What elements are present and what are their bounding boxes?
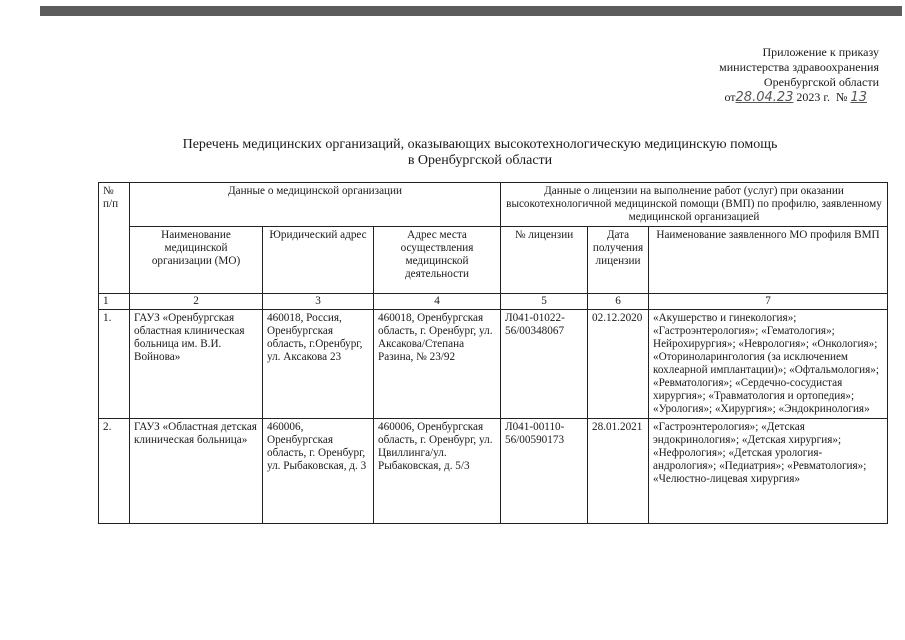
number-label: № xyxy=(836,90,848,104)
org-name: ГАУЗ «Оренбургская областная клиническая больница им. В.И. Войнова» xyxy=(130,310,263,419)
col-number: 5 xyxy=(501,294,588,310)
license-date: 28.01.2021 xyxy=(588,419,649,524)
header-org-group: Данные о медицинской организации xyxy=(130,183,501,227)
appendix-date-line xyxy=(719,90,879,105)
page-cut-mask xyxy=(98,590,888,640)
column-number-row xyxy=(99,294,888,310)
header-num: № п/п xyxy=(99,183,130,294)
activity-address: 460018, Оренбургская область, г. Оренбург, ул. Аксакова/Степана Разина, № 23/92 xyxy=(374,310,501,419)
appendix-line-1: Приложение к приказу xyxy=(762,45,879,59)
col-number: 1 xyxy=(99,294,130,310)
header-activity-address: Адрес места осуществления медицинской деятельности xyxy=(374,227,501,294)
col-number: 3 xyxy=(263,294,374,310)
license-number: Л041-00110-56/00590173 xyxy=(501,419,588,524)
row-num: 1. xyxy=(99,310,130,419)
appendix-block xyxy=(719,45,879,105)
col-number: 6 xyxy=(588,294,649,310)
license-date: 02.12.2020 xyxy=(588,310,649,419)
col-number: 4 xyxy=(374,294,501,310)
header-org-name: Наименование медицинской организации (МО) xyxy=(130,227,263,294)
organizations-table xyxy=(98,182,888,524)
header-profile: Наименование заявленного МО профиля ВМП xyxy=(649,227,888,294)
year-text: 2023 г. xyxy=(796,90,830,104)
header-row-columns xyxy=(99,227,888,294)
title-line-2: в Оренбургской области xyxy=(407,153,553,168)
header-license-group: Данные о лицензии на выполнение работ (услуг) при оказании высокотехнологичной медицинской помощи (ВМП) по профилю, заявленному медицинской организацией xyxy=(501,183,888,227)
table-row xyxy=(99,310,888,419)
table-row xyxy=(99,419,888,524)
scan-top-edge xyxy=(40,6,902,16)
date-prefix: от xyxy=(724,90,736,104)
title-line-1: Перечень медицинских организаций, оказывающих высокотехнологическую медицинскую помощь xyxy=(182,137,778,152)
license-number: Л041-01022-56/00348067 xyxy=(501,310,588,419)
appendix-line-3: Оренбургской области xyxy=(763,75,879,89)
header-legal-address: Юридический адрес xyxy=(263,227,374,294)
col-number: 2 xyxy=(130,294,263,310)
profile-list: «Акушерство и гинекология»; «Гастроэнтерология»; «Гематология»; Нейрохирургия»; «Неврология»; «Онкология»; «Оториноларингология (за исключением кохлеарной имплантации)»; «Офтальмология»; «Ревматология»; «Сердечно-сосудистая хирургия»; «Травматология и ортопедия»; «Урология»; «Хирургия»; «Эндокринология» xyxy=(649,310,888,419)
handwritten-number: 13 xyxy=(850,90,867,105)
org-name: ГАУЗ «Областная детская клиническая больница» xyxy=(130,419,263,524)
handwritten-date: 28.04.23 xyxy=(735,90,794,105)
appendix-line-2: министерства здравоохранения xyxy=(719,60,879,74)
header-license-number: № лицензии xyxy=(501,227,588,294)
activity-address: 460006, Оренбургская область, г. Оренбург, ул. Цвиллинга/ул. Рыбаковская, д. 5/3 xyxy=(374,419,501,524)
header-row-group xyxy=(99,183,888,227)
header-license-date: Дата получения лицензии xyxy=(588,227,649,294)
legal-address: 460018, Россия, Оренбургская область, г.Оренбург, ул. Аксакова 23 xyxy=(263,310,374,419)
document-title xyxy=(100,137,860,169)
profile-list: «Гастроэнтерология»; «Детская эндокринология»; «Детская хирургия»; «Нефрология»; «Детская урология-андрология»; «Педиатрия»; «Ревматология»; «Челюстно-лицевая хирургия» xyxy=(649,419,888,524)
col-number: 7 xyxy=(649,294,888,310)
legal-address: 460006, Оренбургская область, г. Оренбург, ул. Рыбаковская, д. 3 xyxy=(263,419,374,524)
row-num: 2. xyxy=(99,419,130,524)
